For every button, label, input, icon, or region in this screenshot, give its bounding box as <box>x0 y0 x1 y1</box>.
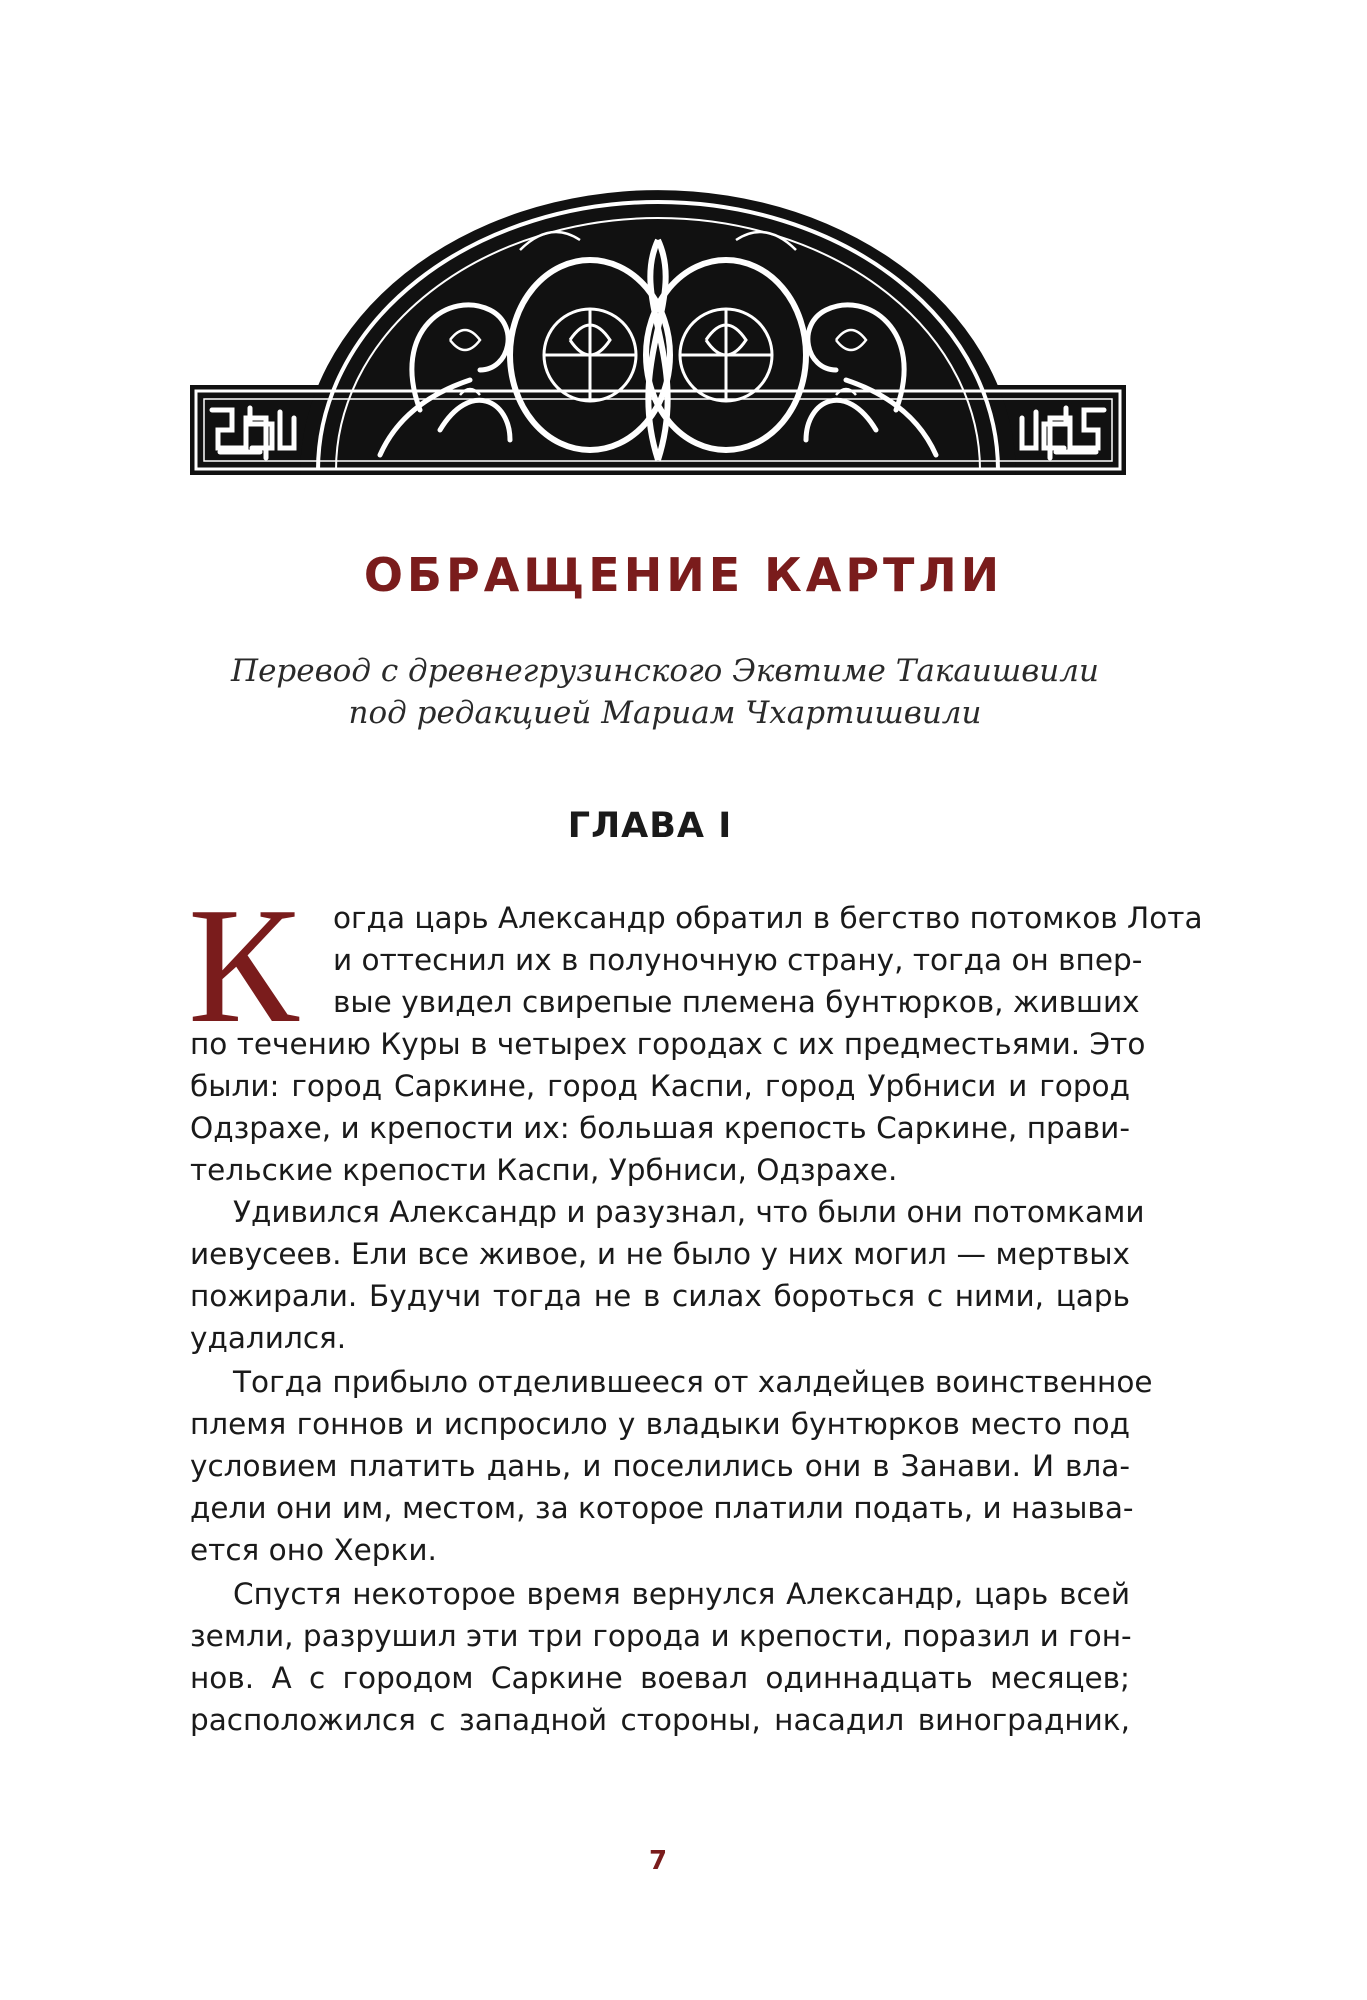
text-line: были: город Саркине, город Каспи, город Урбниси и город <box>190 1069 1130 1103</box>
text-line: огда царь Александр обратил в бегство потомков Лота <box>333 901 1203 935</box>
drop-cap: К <box>188 873 299 1057</box>
chapter-heading: ГЛАВА I <box>567 806 733 846</box>
translator-credit: Перевод с древнегрузинского Эквтиме Такаишвили <box>231 653 1099 689</box>
text-line: земли, разрушил эти три города и крепости, поразил и гон- <box>190 1619 1132 1653</box>
text-line: нов. А с городом Саркине воевал одиннадцать месяцев; <box>190 1661 1130 1695</box>
text-line: и оттеснил их в полуночную страну, тогда он впер- <box>333 943 1143 977</box>
page-number: 7 <box>648 1846 668 1876</box>
celtic-knot-arch-ornament <box>190 180 1126 475</box>
text-line: Спустя некоторое время вернулся Александр, царь всей <box>233 1577 1130 1611</box>
text-line: вые увидел свирепые племена бунтюрков, живших <box>333 985 1140 1019</box>
page-title: ОБРАЩЕНИЕ КАРТЛИ <box>363 548 1004 602</box>
text-line: удалился. <box>190 1321 347 1355</box>
text-line: дели они им, местом, за которое платили подать, и называ- <box>190 1491 1134 1525</box>
text-line: условием платить дань, и поселились они в Занави. И вла- <box>190 1449 1130 1483</box>
editor-credit: под редакцией Мариам Чхартишвили <box>348 695 982 731</box>
text-line: тельские крепости Каспи, Урбниси, Одзрахе. <box>190 1153 898 1187</box>
text-line: ется оно Херки. <box>190 1533 437 1567</box>
text-line: иевусеев. Ели все живое, и не было у них могил — мертвых <box>190 1237 1130 1271</box>
text-line: Удивился Александр и разузнал, что были они потомками <box>233 1195 1145 1229</box>
text-line: расположился с западной стороны, насадил виноградник, <box>190 1703 1130 1737</box>
text-line: пожирали. Будучи тогда не в силах бороться с ними, царь <box>190 1279 1130 1313</box>
text-line: Тогда прибыло отделившееся от халдейцев воинственное <box>233 1365 1153 1399</box>
text-line: Одзрахе, и крепости их: большая крепость Саркине, прави- <box>190 1111 1130 1145</box>
text-line: племя гоннов и испросило у владыки бунтюрков место под <box>190 1407 1130 1441</box>
text-line: по течению Куры в четырех городах с их предместьями. Это <box>190 1027 1146 1061</box>
